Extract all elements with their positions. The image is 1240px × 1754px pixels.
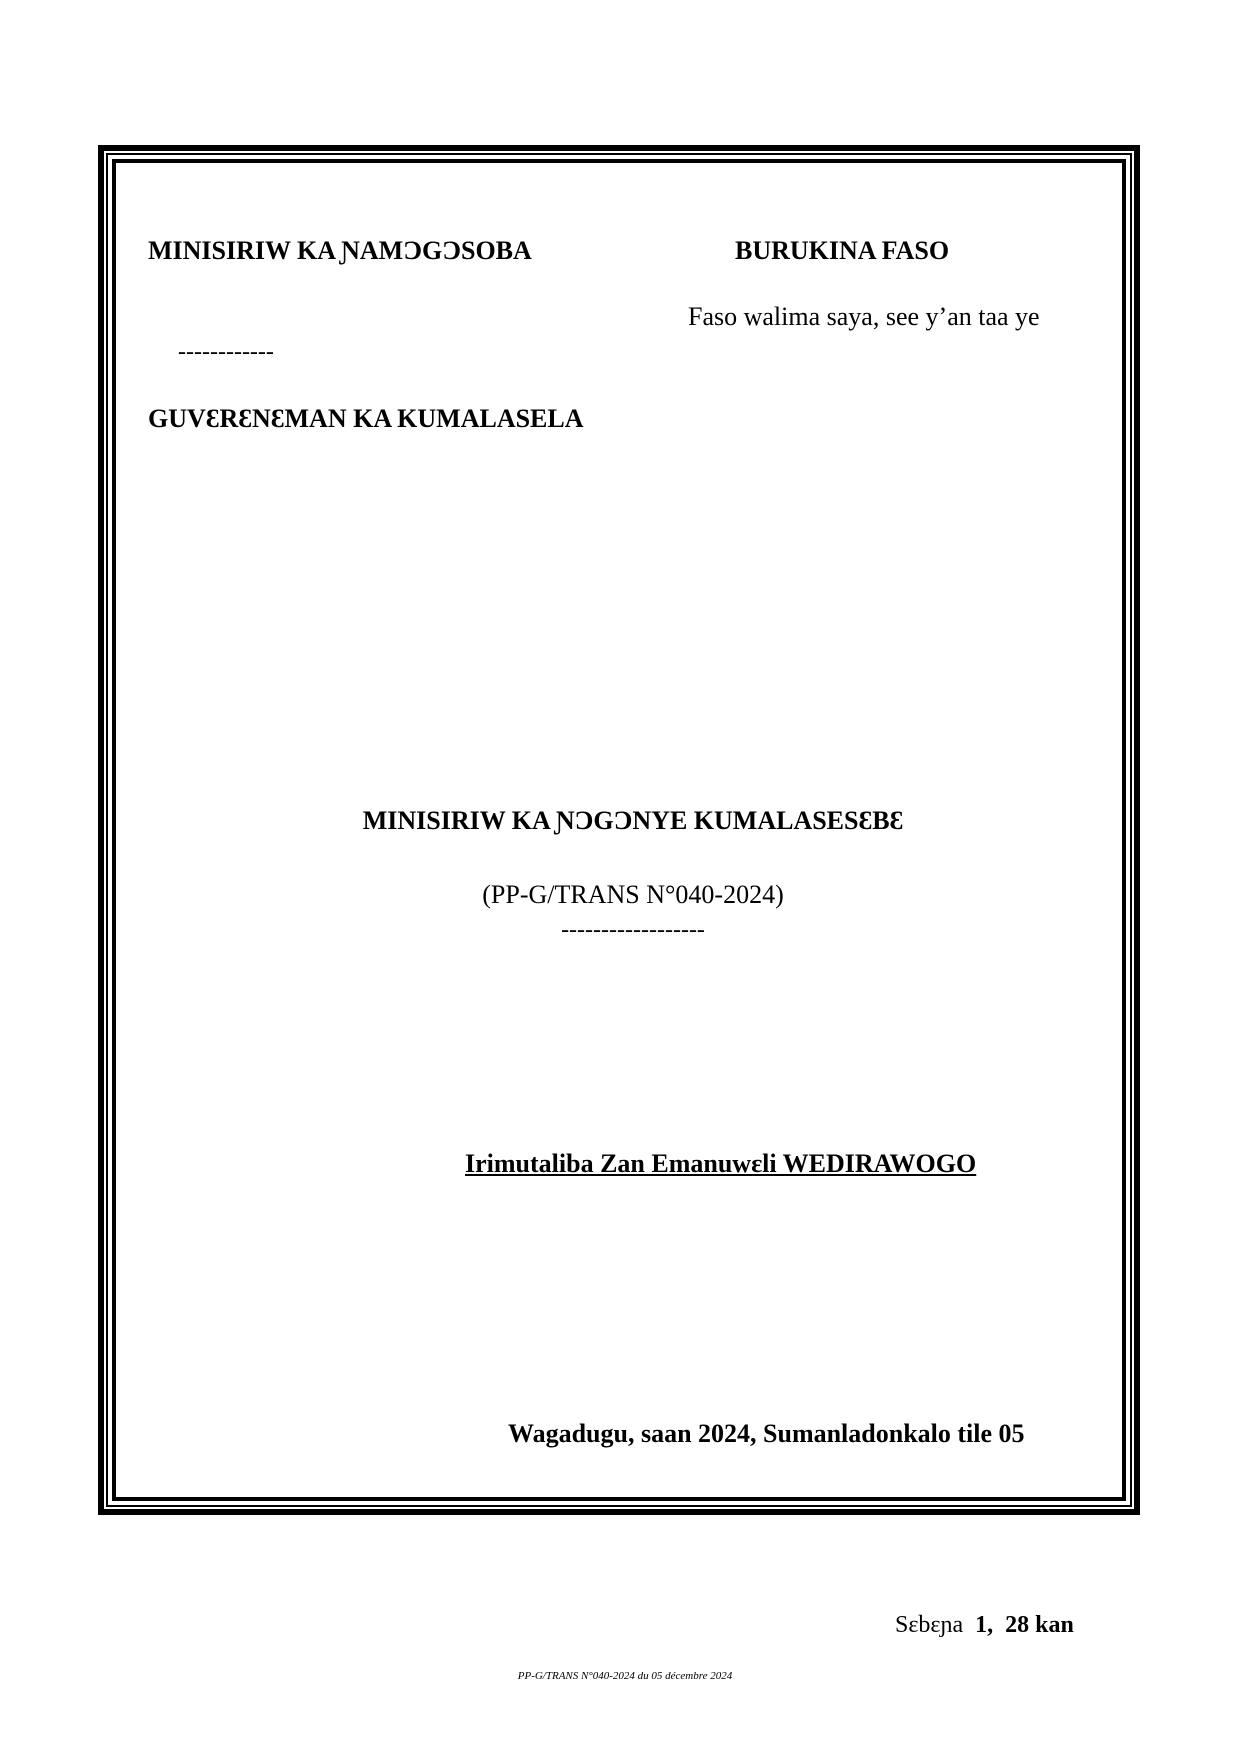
government-heading: GUVƐRƐNƐMAN KA KUMALASELA	[148, 404, 584, 433]
author-name: Irimutaliba Zan Emanuwɛli WEDIRAWOGO	[465, 1149, 977, 1178]
title-separator: ------------------	[561, 917, 705, 943]
place-and-date: Wagadugu, saan 2024, Sumanladonkalo tile 05	[508, 1419, 1025, 1448]
page-total: 28 kan	[1005, 1612, 1074, 1638]
national-motto: Faso walima saya, see y’an taa ye	[688, 302, 1040, 331]
document-reference: (PP-G/TRANS N°040-2024)	[482, 880, 784, 909]
document-title: MINISIRIW KA ƝƆGƆNYE KUMALASESƐBƐ	[362, 806, 904, 835]
footer-document-reference: PP-G/TRANS N°040-2024 du 05 décembre 2024	[517, 1670, 733, 1682]
header-separator: ------------	[178, 339, 274, 365]
page-counter	[895, 1613, 1074, 1637]
page-label: Sɛbɛɲa	[895, 1612, 964, 1638]
ministry-heading: MINISIRIW KA ƝAMƆGƆSOBA	[148, 236, 532, 265]
country-name: BURUKINA FASO	[735, 236, 950, 265]
page-number: 1,	[975, 1612, 994, 1638]
